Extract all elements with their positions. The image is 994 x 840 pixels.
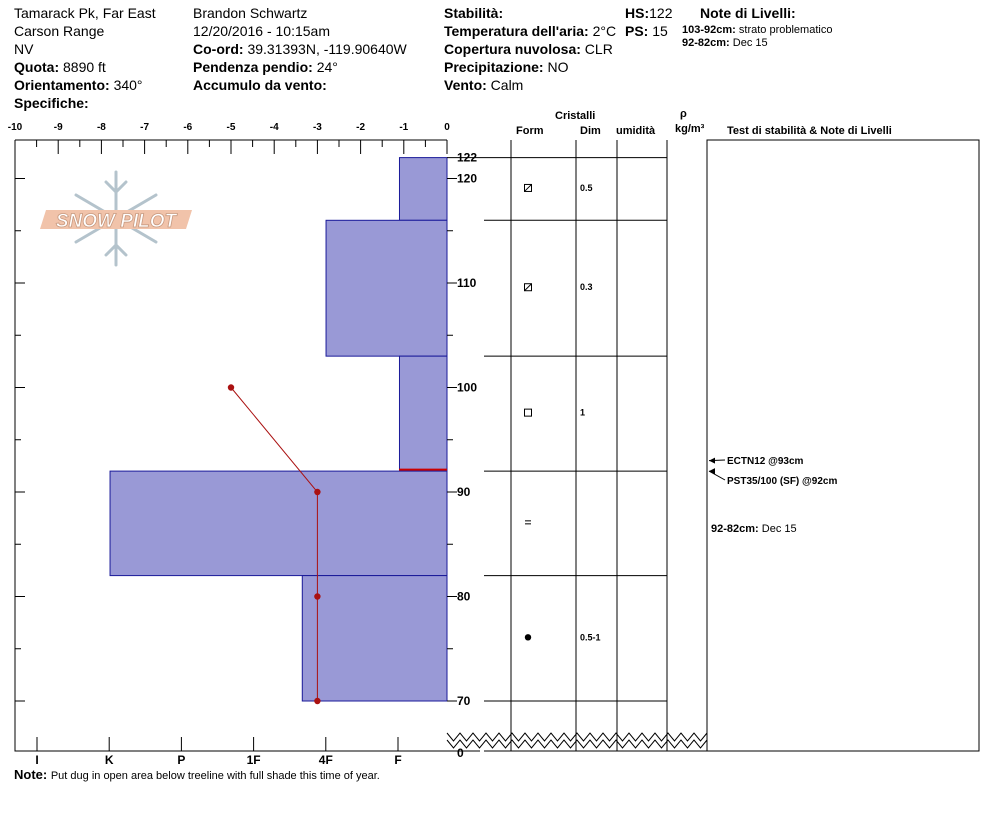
- hardness-bars: [110, 158, 447, 701]
- temp-tick-label: -2: [356, 122, 366, 133]
- grain-size: 0.5: [580, 182, 593, 193]
- hardness-label: I: [35, 753, 39, 767]
- square-crystal-icon: [525, 409, 532, 416]
- mountain-range: Carson Range: [14, 23, 105, 39]
- hardness-label: 4F: [318, 753, 333, 767]
- faceted-crystal-icon-slash: [525, 284, 532, 291]
- depth-tick-label: 122: [457, 150, 478, 165]
- wind-value: Calm: [490, 77, 524, 93]
- hardness-layer: [326, 220, 447, 356]
- temperature-point: [314, 593, 320, 599]
- snowpilot-logo: [40, 172, 192, 265]
- state: NV: [14, 41, 34, 57]
- temp-tick-label: 0: [444, 122, 450, 133]
- layer-table: [447, 140, 979, 751]
- test-pointer-arrowhead: [709, 458, 715, 464]
- layer-note-annotation: [711, 523, 797, 535]
- specifics-label: Specifiche:: [14, 95, 89, 111]
- temperature-point: [314, 698, 320, 704]
- density-symbol: ρ: [680, 108, 687, 120]
- logo-text: SNOW PILOT: [55, 211, 177, 232]
- axis-break-zigzag-lower: [447, 740, 707, 748]
- air-temp-value: 2°C: [592, 23, 617, 39]
- depth-tick-label: 110: [457, 276, 477, 290]
- tests-notes-header: Test di stabilità & Note di Livelli: [727, 125, 892, 137]
- site-name: Tamarack Pk, Far East: [14, 5, 156, 21]
- layer-note-range: 92-82cm:: [682, 37, 730, 49]
- stability-label: Stabilità:: [444, 5, 504, 21]
- stability-test-result: ECTN12 @93cm: [727, 456, 804, 467]
- moisture-header: umidità: [616, 125, 656, 137]
- depth-tick-label: 70: [457, 694, 471, 708]
- temp-tick-label: -7: [140, 122, 150, 133]
- layer-note-annotation-range: 92-82cm:: [711, 523, 762, 535]
- size-header: Dim: [580, 125, 601, 137]
- cloud-label: Copertura nuvolosa:: [444, 41, 581, 57]
- hardness-layer: [399, 158, 447, 221]
- grain-size: 0.3: [580, 282, 593, 293]
- hardness-label: P: [177, 753, 186, 767]
- hardness-layer: [110, 471, 447, 575]
- depth-tick-label: 120: [457, 171, 478, 186]
- test-pointer-line: [709, 471, 725, 480]
- slope-label: Pendenza pendio:: [193, 59, 313, 75]
- temp-tick-label: -4: [269, 122, 279, 133]
- coordinates-value: 39.31393N, -119.90640W: [247, 41, 407, 57]
- temp-tick-label: -5: [226, 122, 236, 133]
- precip-value: NO: [547, 59, 569, 75]
- tests-panel-frame: [707, 140, 979, 751]
- hardness-label: K: [104, 753, 114, 767]
- layer-note-annotation-text: Dec 15: [761, 523, 797, 535]
- depth-tick-label: 100: [457, 380, 478, 395]
- temp-tick-label: -8: [96, 122, 106, 133]
- grain-size: 0.5-1: [580, 632, 601, 643]
- depth-tick-label: 80: [457, 589, 471, 604]
- aspect-value: 340°: [113, 77, 143, 93]
- wind-label: Vento:: [444, 77, 487, 93]
- temp-tick-label: -1: [399, 122, 409, 133]
- precip-label: Precipitazione:: [444, 59, 544, 75]
- slope-value: 24°: [316, 59, 338, 75]
- depth-tick-label: 90: [457, 485, 471, 499]
- temp-tick-label: -9: [53, 122, 63, 133]
- layer-notes-title: Note di Livelli:: [700, 5, 796, 21]
- stability-test-result: PST35/100 (SF) @92cm: [727, 476, 838, 487]
- cloud-value: CLR: [584, 41, 613, 57]
- layer-note-text: strato problematico: [738, 24, 833, 36]
- temp-tick-label: -6: [183, 122, 193, 133]
- elevation-value: 8890 ft: [63, 59, 106, 75]
- grain-size: 1: [580, 407, 586, 418]
- temp-tick-label: -3: [312, 122, 322, 133]
- aspect-label: Orientamento:: [14, 77, 110, 93]
- ps-label: PS:: [625, 23, 649, 39]
- observation-datetime: 12/20/2016 - 10:15am: [193, 23, 330, 39]
- hardness-layer: [302, 576, 447, 701]
- layer-note-range: 103-92cm:: [682, 24, 736, 36]
- hardness-label: F: [394, 753, 402, 767]
- form-header: Form: [516, 125, 544, 137]
- stability-tests: [709, 456, 837, 535]
- note-text: Put dug in open area below treeline with full shade this time of year.: [50, 770, 380, 782]
- crystals-header: Cristalli: [555, 110, 596, 122]
- elevation-label: Quota:: [14, 59, 60, 75]
- temperature-point: [314, 489, 320, 495]
- coordinates-label: Co-ord:: [193, 41, 244, 57]
- density-unit: kg/m³: [675, 123, 705, 135]
- hs-value: 122: [649, 5, 673, 21]
- wind-loading-label: Accumulo da vento:: [193, 77, 327, 93]
- note-label: Note:: [14, 767, 48, 782]
- ps-value: 15: [652, 23, 668, 39]
- temperature-point: [228, 384, 234, 390]
- hs-label: HS:: [625, 5, 650, 21]
- footer-note: [14, 768, 380, 782]
- hardness-label: 1F: [246, 753, 261, 767]
- faceted-crystal-icon-slash: [525, 184, 532, 191]
- layer-note-text: Dec 15: [732, 37, 768, 49]
- air-temp-label: Temperatura dell'aria:: [444, 23, 589, 39]
- hardness-layer: [399, 356, 447, 471]
- temp-tick-label: -10: [7, 122, 23, 133]
- rounded-grain-icon: [525, 634, 531, 640]
- observer-name: Brandon Schwartz: [193, 5, 308, 21]
- depth-tick-label: 0: [457, 746, 464, 760]
